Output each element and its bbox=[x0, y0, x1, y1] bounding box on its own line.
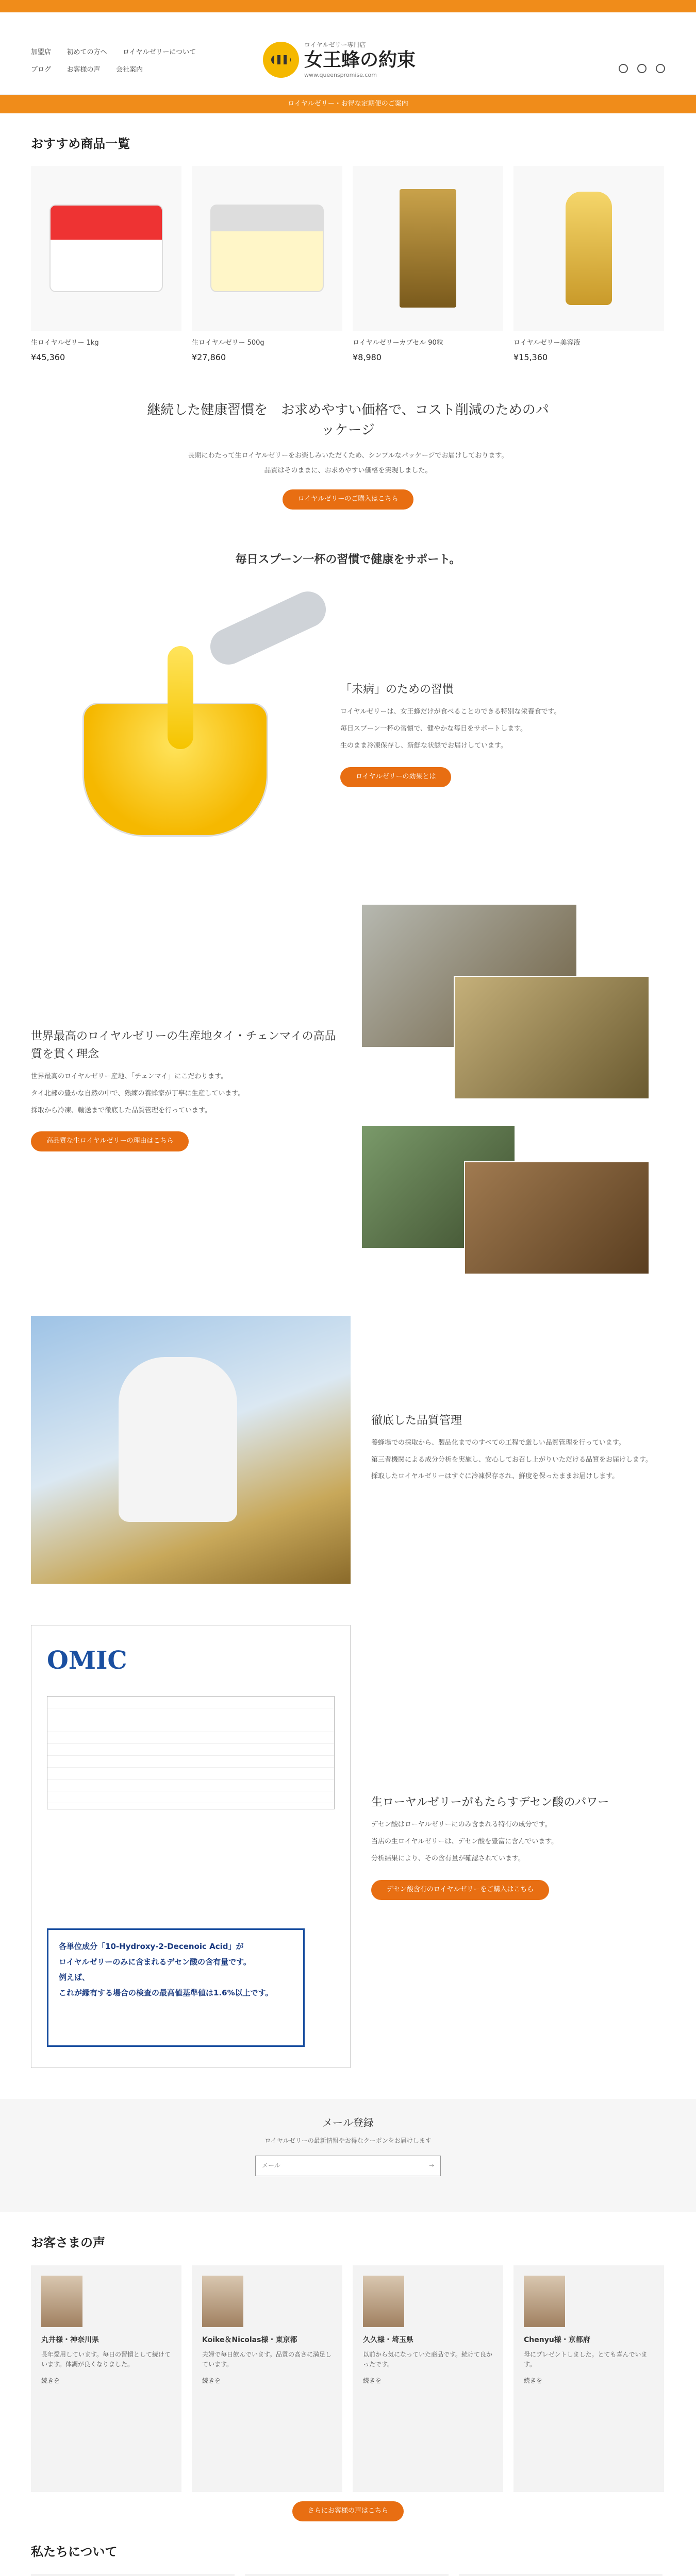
about-card bbox=[245, 2574, 449, 2576]
top-accent-bar bbox=[0, 0, 696, 12]
beekeeper-photo bbox=[31, 1316, 351, 1584]
product-image[interactable] bbox=[31, 166, 181, 331]
voice-card bbox=[192, 2265, 342, 2492]
header-icons bbox=[619, 64, 665, 73]
about-grid bbox=[31, 2574, 665, 2576]
nav-item-about-royal-jelly[interactable]: ロイヤルゼリーについて bbox=[122, 48, 196, 56]
farm-photo bbox=[464, 1161, 650, 1275]
product-price: ¥27,860 bbox=[192, 352, 226, 363]
omic-logo: OMIC bbox=[47, 1646, 127, 1675]
nav-item-company[interactable]: 会社案内 bbox=[115, 66, 143, 74]
voice-card bbox=[353, 2265, 503, 2492]
decenoic-buy-button[interactable]: デセン酸含有のロイヤルゼリーをご購入はこちら bbox=[371, 1880, 549, 1900]
voices-title: お客さまの声 bbox=[31, 2235, 105, 2250]
product-image[interactable] bbox=[513, 166, 664, 331]
daily-text: 生のまま冷凍保存し、新鮮な状態でお届けしています。 bbox=[340, 741, 507, 750]
product-image[interactable] bbox=[192, 166, 342, 331]
newsletter-desc: ロイヤルゼリーの最新情報やお得なクーポンをお届けします bbox=[264, 2137, 432, 2145]
promo-banner[interactable]: ロイヤルゼリー・お得な定期便のご案内 bbox=[0, 95, 696, 113]
analysis-certificate bbox=[31, 1625, 351, 2068]
cart-icon[interactable] bbox=[656, 64, 665, 73]
product-name[interactable]: ロイヤルゼリーカプセル 90粒 bbox=[353, 339, 443, 347]
decenoic-text: 分析結果により、その含有量が確認されています。 bbox=[371, 1854, 525, 1862]
voice-name: Chenyu様・京都府 bbox=[524, 2335, 590, 2344]
about-card bbox=[31, 2574, 235, 2576]
read-more-link[interactable]: 続きを bbox=[363, 2377, 382, 2384]
intro-text: 品質はそのままに、お求めやすい価格を実現しました。 bbox=[264, 466, 432, 474]
product-name[interactable]: ロイヤルゼリー美容液 bbox=[513, 339, 581, 347]
voice-name: Koike＆Nicolas様・東京都 bbox=[202, 2335, 297, 2344]
product-price: ¥15,360 bbox=[513, 352, 548, 363]
decenoic-title: 生ローヤルゼリーがもたらすデセン酸のパワー bbox=[371, 1796, 609, 1809]
quality-reason-button[interactable]: 高品質な生ロイヤルゼリーの理由はこちら bbox=[31, 1131, 189, 1151]
voice-text: 長年愛用しています。毎日の習慣として続けています。体調が良くなりました。 bbox=[41, 2351, 171, 2368]
product-price: ¥45,360 bbox=[31, 352, 65, 363]
product-grid bbox=[31, 166, 665, 364]
voice-text: 夫婦で毎日飲んでいます。品質の高さに満足しています。 bbox=[202, 2351, 332, 2368]
quality-section bbox=[31, 1316, 665, 1584]
certificate-note-line: 各単位成分「10-Hydroxy-2-Decenoic Acid」が bbox=[59, 1942, 244, 1952]
farm-photo bbox=[454, 976, 650, 1099]
avatar bbox=[363, 2276, 404, 2327]
about-card bbox=[459, 2574, 662, 2576]
effects-button[interactable]: ロイヤルゼリーの効果とは bbox=[340, 767, 451, 787]
origin-section bbox=[31, 904, 665, 1275]
product-card[interactable] bbox=[31, 166, 181, 364]
decenoic-section bbox=[31, 1625, 665, 2068]
daily-text: ロイヤルゼリーは、女王蜂だけが食べることのできる特別な栄養食です。 bbox=[340, 708, 561, 716]
daily-text: 毎日スプーン一杯の習慣で、健やかな毎日をサポートします。 bbox=[340, 725, 527, 733]
certificate-note-line: 例えば、 bbox=[59, 1973, 90, 1982]
daily-section bbox=[31, 595, 665, 873]
newsletter-title: メール登録 bbox=[322, 2116, 374, 2129]
product-name[interactable]: 生ロイヤルゼリー 1kg bbox=[31, 339, 99, 347]
voice-text: 母にプレゼントしました。とても喜んでいます。 bbox=[524, 2351, 648, 2368]
more-voices-button[interactable]: さらにお客様の声はこちら bbox=[292, 2501, 404, 2521]
honey-bowl-image bbox=[31, 595, 320, 873]
bee-logo-icon bbox=[263, 42, 299, 78]
arrow-right-icon[interactable]: → bbox=[428, 2161, 434, 2169]
avatar bbox=[202, 2276, 243, 2327]
certificate-note-line: これが縁有する場合の検査の最高値基準値は1.6%以上です。 bbox=[59, 1988, 273, 1998]
quality-text: 採取したロイヤルゼリーはすぐに冷凍保存され、鮮度を保ったままお届けします。 bbox=[371, 1472, 619, 1481]
logo-tagline: ロイヤルゼリー専門店 bbox=[304, 41, 366, 48]
intro-section bbox=[31, 400, 665, 510]
voices-grid bbox=[31, 2265, 665, 2492]
account-icon[interactable] bbox=[637, 64, 647, 73]
email-placeholder: メール bbox=[262, 2161, 280, 2169]
voice-text: 以前から気になっていた商品です。続けて良かったです。 bbox=[363, 2351, 493, 2368]
nav-item-first-time[interactable]: 初めての方へ bbox=[67, 48, 107, 56]
voice-name: 久久様・埼玉県 bbox=[363, 2335, 413, 2344]
origin-text: 世界最高のロイヤルゼリー産地、「チェンマイ」にこだわります。 bbox=[31, 1072, 228, 1080]
quality-text: 養蜂場での採取から、製品化までのすべての工程で厳しい品質管理を行っています。 bbox=[371, 1438, 625, 1447]
read-more-link[interactable]: 続きを bbox=[41, 2377, 60, 2384]
site-logo[interactable] bbox=[263, 34, 433, 86]
voice-card bbox=[31, 2265, 181, 2492]
product-card[interactable] bbox=[192, 166, 342, 364]
product-image[interactable] bbox=[353, 166, 503, 331]
intro-title: 継続した健康習慣を お求めやすい価格で、コスト削減のためのパッケージ bbox=[147, 402, 549, 438]
intro-text: 長期にわたって生ロイヤルゼリーをお楽しみいただくため、シンプルなパッケージでお届けしております。 bbox=[188, 451, 508, 460]
logo-url: www.queenspromise.com bbox=[304, 71, 377, 78]
origin-text: 採取から冷凍、輸送まで徹底した品質管理を行っています。 bbox=[31, 1106, 211, 1114]
product-card[interactable] bbox=[353, 166, 503, 364]
logo-title: 女王蜂の約束 bbox=[304, 49, 416, 71]
product-name[interactable]: 生ロイヤルゼリー 500g bbox=[192, 339, 264, 347]
read-more-link[interactable]: 続きを bbox=[524, 2377, 543, 2384]
voice-name: 丸井様・神奈川県 bbox=[41, 2335, 99, 2344]
quality-text: 第三者機関による成分分析を実施し、安心してお召し上がりいただける品質をお届けします。 bbox=[371, 1455, 652, 1464]
origin-text: タイ北部の豊かな自然の中で、熟練の養蜂家が丁寧に生産しています。 bbox=[31, 1089, 245, 1097]
decenoic-text: 当店の生ロイヤルゼリーは、デセン酸を豊富に含んでいます。 bbox=[371, 1838, 558, 1846]
daily-title: 「未病」のための習慣 bbox=[340, 683, 454, 697]
product-card[interactable] bbox=[513, 166, 664, 364]
nav-item-shop[interactable]: 加盟店 bbox=[31, 48, 52, 56]
about-title: 私たちについて bbox=[31, 2544, 118, 2559]
nav-item-blog[interactable]: ブログ bbox=[31, 66, 52, 74]
decenoic-text: デセン酸はローヤルゼリーにのみ含まれる特有の成分です。 bbox=[371, 1821, 552, 1829]
daily-heading: 毎日スプーン一杯の習慣で健康をサポート。 bbox=[235, 553, 461, 567]
certificate-note bbox=[47, 1928, 305, 2047]
voice-card bbox=[513, 2265, 664, 2492]
certificate-table bbox=[47, 1696, 335, 1809]
read-more-link[interactable]: 続きを bbox=[202, 2377, 221, 2384]
origin-title: 世界最高のロイヤルゼリーの生産地タイ・チェンマイの高品質を貫く理念 bbox=[31, 1029, 336, 1061]
avatar bbox=[41, 2276, 82, 2327]
email-field[interactable] bbox=[255, 2156, 441, 2176]
products-section-title: おすすめ商品一覧 bbox=[31, 137, 130, 151]
farm-photo-collage bbox=[361, 904, 650, 1275]
certificate-note-line: ロイヤルゼリーのみに含まれるデセン酸の含有量です。 bbox=[59, 1957, 251, 1967]
quality-title: 徹底した品質管理 bbox=[371, 1414, 462, 1427]
search-icon[interactable] bbox=[619, 64, 628, 73]
nav-item-voices[interactable]: お客様の声 bbox=[67, 66, 101, 74]
site-header bbox=[0, 12, 696, 95]
buy-royal-jelly-button[interactable]: ロイヤルゼリーのご購入はこちら bbox=[283, 489, 413, 510]
product-price: ¥8,980 bbox=[353, 352, 382, 363]
newsletter-section bbox=[0, 2099, 696, 2212]
avatar bbox=[524, 2276, 565, 2327]
